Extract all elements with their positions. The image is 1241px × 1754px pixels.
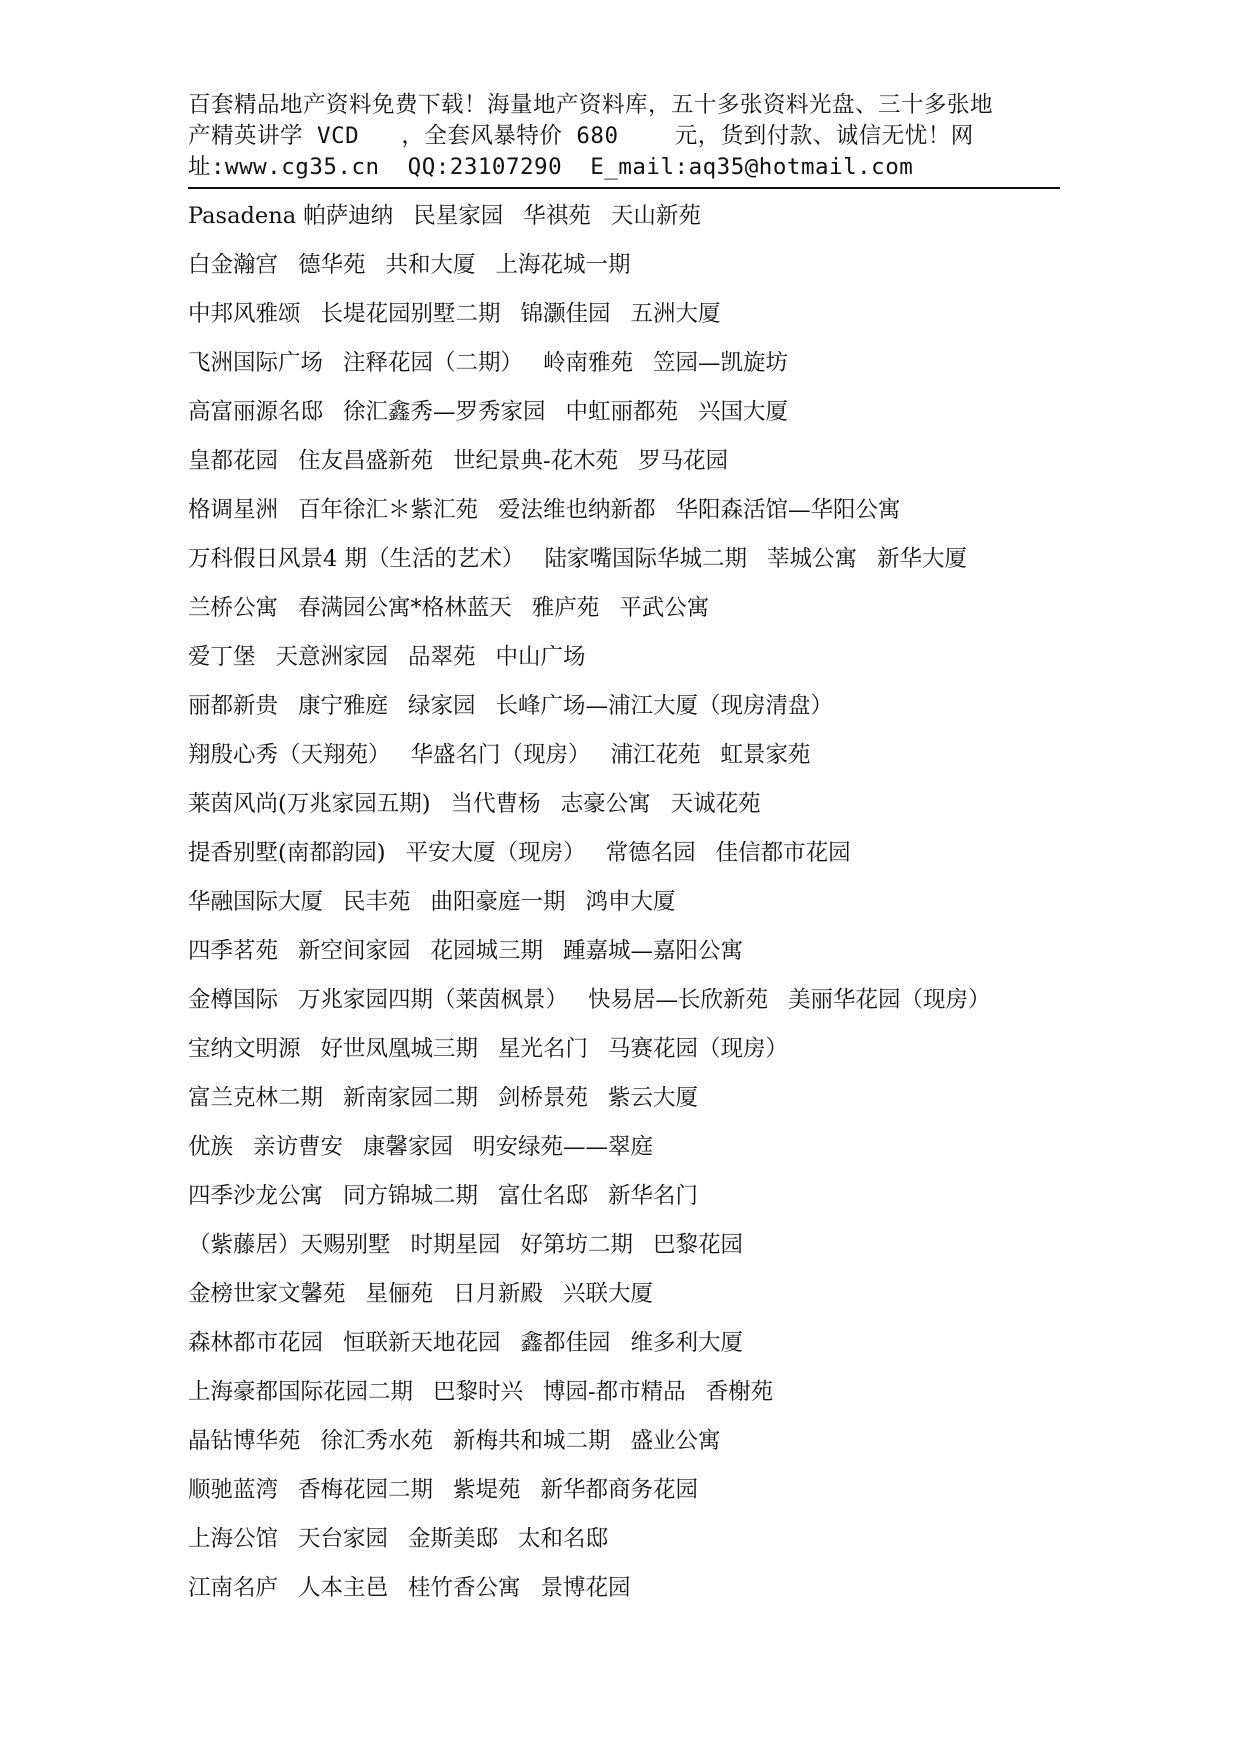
list-item: 盛业公寓 bbox=[630, 1428, 721, 1454]
list-row bbox=[188, 1568, 1188, 1617]
list-item: 美丽华花园（现房） bbox=[788, 987, 991, 1013]
list-item: 岭南雅苑 bbox=[543, 350, 634, 376]
list-item: 金樽国际 bbox=[188, 987, 279, 1013]
list-item: 天诚花苑 bbox=[670, 791, 761, 817]
list-item: 中虹丽都苑 bbox=[565, 399, 679, 425]
list-item: 巴黎花园 bbox=[653, 1232, 744, 1258]
list-item: 富兰克林二期 bbox=[188, 1085, 324, 1111]
list-item: 注释花园（二期） bbox=[343, 350, 524, 376]
list-item: 锦灏佳园 bbox=[520, 301, 611, 327]
property-list bbox=[188, 196, 1188, 1617]
list-item: 恒联新天地花园 bbox=[343, 1330, 501, 1356]
list-item: 花园城三期 bbox=[430, 938, 544, 964]
list-item: 徐汇秀水苑 bbox=[320, 1428, 434, 1454]
list-item: 当代曹杨 bbox=[450, 791, 541, 817]
list-item: 莱茵风尚(万兆家园五期) bbox=[188, 791, 431, 817]
list-item: 虹景家苑 bbox=[720, 742, 811, 768]
list-row bbox=[188, 637, 1188, 686]
list-item: 平武公寓 bbox=[619, 595, 710, 621]
list-row bbox=[188, 294, 1188, 343]
list-item: Pasadena 帕萨迪纳 bbox=[188, 203, 394, 229]
list-item: 优族 bbox=[188, 1134, 234, 1160]
list-item: 亲访曹安 bbox=[253, 1134, 344, 1160]
list-item: 新华都商务花园 bbox=[540, 1477, 699, 1503]
list-item: 顺驰蓝湾 bbox=[188, 1477, 279, 1503]
list-item: 康宁雅庭 bbox=[298, 693, 389, 719]
list-item: 华融国际大厦 bbox=[188, 889, 324, 915]
list-row bbox=[188, 1127, 1188, 1176]
list-item: 住友昌盛新苑 bbox=[298, 448, 434, 474]
list-item: 鸿申大厦 bbox=[585, 889, 676, 915]
list-item: 兰桥公寓 bbox=[188, 595, 279, 621]
list-item: 中邦风雅颂 bbox=[188, 301, 301, 327]
list-row bbox=[188, 1323, 1188, 1372]
list-row bbox=[188, 1470, 1188, 1519]
list-item: 好世凤凰城三期 bbox=[320, 1036, 479, 1062]
list-item: 明安绿苑——翠庭 bbox=[473, 1134, 654, 1160]
list-item: 翔殷心秀（天翔苑） bbox=[188, 742, 391, 768]
list-item: 富仕名邸 bbox=[498, 1183, 589, 1209]
list-item: 志豪公寓 bbox=[560, 791, 651, 817]
header-line: 产精英讲学 VCD ，全套风暴特价 680 元，货到付款、诚信无忧！网 bbox=[188, 123, 974, 149]
list-item: 好第坊二期 bbox=[520, 1232, 634, 1258]
list-row bbox=[188, 1225, 1188, 1274]
list-row bbox=[188, 1176, 1188, 1225]
list-item: 康馨家园 bbox=[363, 1134, 454, 1160]
list-item: 江南名庐 bbox=[188, 1575, 279, 1601]
list-item: 上海公馆 bbox=[188, 1526, 279, 1552]
list-item: 罗马花园 bbox=[638, 448, 729, 474]
list-item: 新空间家园 bbox=[298, 938, 411, 964]
list-item: 陆家嘴国际华城二期 bbox=[544, 546, 747, 572]
list-item: 剑桥景苑 bbox=[498, 1085, 589, 1111]
list-item: 佳信都市花园 bbox=[715, 840, 851, 866]
list-item: 森林都市花园 bbox=[188, 1330, 324, 1356]
header-line: 址:www.cg35.cn QQ:23107290 E_mail:aq35@hotmail.com bbox=[188, 154, 914, 180]
list-item: 品翠苑 bbox=[408, 644, 476, 670]
list-row bbox=[188, 882, 1188, 931]
list-item: 长堤花园别墅二期 bbox=[320, 301, 501, 327]
list-item: 兴国大厦 bbox=[698, 399, 789, 425]
list-item: 太和名邸 bbox=[518, 1526, 609, 1552]
list-item: 新南家园二期 bbox=[343, 1085, 479, 1111]
list-item: 民星家园 bbox=[413, 203, 504, 229]
list-item: 五洲大厦 bbox=[630, 301, 721, 327]
list-item: 世纪景典-花木苑 bbox=[453, 448, 619, 474]
list-item: 新梅共和城二期 bbox=[453, 1428, 611, 1454]
page-header bbox=[188, 90, 1060, 183]
list-row bbox=[188, 343, 1188, 392]
header-divider bbox=[188, 187, 1060, 189]
list-item: （紫藤居）天赐别墅 bbox=[188, 1232, 391, 1258]
list-item: 华阳森活馆—华阳公寓 bbox=[675, 497, 901, 523]
list-row bbox=[188, 1372, 1188, 1421]
list-row bbox=[188, 441, 1188, 490]
list-item: 四季茗苑 bbox=[188, 938, 279, 964]
list-item: 高富丽源名邸 bbox=[188, 399, 324, 425]
list-item: 博园-都市精品 bbox=[543, 1379, 686, 1405]
list-item: 长峰广场—浦江大厦（现房清盘） bbox=[495, 693, 834, 719]
list-item: 白金瀚宫 bbox=[188, 252, 279, 278]
list-row bbox=[188, 980, 1188, 1029]
list-item: 浦江花苑 bbox=[610, 742, 701, 768]
list-item: 同方锦城二期 bbox=[343, 1183, 479, 1209]
list-item: 中山广场 bbox=[495, 644, 586, 670]
list-row bbox=[188, 588, 1188, 637]
list-item: 紫云大厦 bbox=[608, 1085, 699, 1111]
list-item: 金斯美邸 bbox=[408, 1526, 499, 1552]
list-item: 日月新殿 bbox=[453, 1281, 544, 1307]
list-item: 常德名园 bbox=[605, 840, 696, 866]
list-item: 踵嘉城—嘉阳公寓 bbox=[563, 938, 744, 964]
list-item: 星光名门 bbox=[498, 1036, 589, 1062]
list-row bbox=[188, 1029, 1188, 1078]
list-row bbox=[188, 1078, 1188, 1127]
list-item: 平安大厦（现房） bbox=[405, 840, 586, 866]
list-item: 景博花园 bbox=[540, 1575, 631, 1601]
list-item: 爱法维也纳新都 bbox=[498, 497, 656, 523]
list-item: 格调星洲 bbox=[188, 497, 279, 523]
list-row bbox=[188, 392, 1188, 441]
list-row bbox=[188, 686, 1188, 735]
list-row bbox=[188, 784, 1188, 833]
list-item: 天台家园 bbox=[298, 1526, 389, 1552]
list-row bbox=[188, 1274, 1188, 1323]
list-item: 华祺苑 bbox=[523, 203, 591, 229]
list-row bbox=[188, 196, 1188, 245]
list-item: 马赛花园（现房） bbox=[608, 1036, 789, 1062]
header-line: 百套精品地产资料免费下载！海量地产资料库，五十多张资料光盘、三十多张地 bbox=[188, 92, 994, 118]
list-item: 宝纳文明源 bbox=[188, 1036, 301, 1062]
list-item: 维多利大厦 bbox=[630, 1330, 744, 1356]
list-item: 春满园公寓*格林蓝天 bbox=[298, 595, 512, 621]
list-item: 香梅花园二期 bbox=[298, 1477, 434, 1503]
list-row bbox=[188, 245, 1188, 294]
list-item: 曲阳豪庭一期 bbox=[430, 889, 566, 915]
list-item: 莘城公寓 bbox=[766, 546, 857, 572]
list-item: 金榜世家文馨苑 bbox=[188, 1281, 346, 1307]
list-item: 星俪苑 bbox=[365, 1281, 434, 1307]
list-item: 紫堤苑 bbox=[453, 1477, 521, 1503]
list-item: 丽都新贵 bbox=[188, 693, 279, 719]
list-item: 雅庐苑 bbox=[531, 595, 600, 621]
list-row bbox=[188, 539, 1188, 588]
list-row bbox=[188, 1519, 1188, 1568]
list-row bbox=[188, 931, 1188, 980]
list-item: 兴联大厦 bbox=[563, 1281, 654, 1307]
list-item: 香榭苑 bbox=[705, 1379, 774, 1405]
list-row bbox=[188, 490, 1188, 539]
list-row bbox=[188, 833, 1188, 882]
list-item: 快易居—长欣新苑 bbox=[588, 987, 769, 1013]
list-item: 皇都花园 bbox=[188, 448, 279, 474]
list-item: 人本主邑 bbox=[298, 1575, 389, 1601]
list-item: 徐汇鑫秀—罗秀家园 bbox=[343, 399, 546, 425]
list-item: 华盛名门（现房） bbox=[410, 742, 591, 768]
list-item: 民丰苑 bbox=[343, 889, 411, 915]
list-item: 上海豪都国际花园二期 bbox=[188, 1379, 414, 1405]
list-item: 时期星园 bbox=[410, 1232, 501, 1258]
list-item: 天山新苑 bbox=[610, 203, 701, 229]
list-item: 巴黎时兴 bbox=[433, 1379, 524, 1405]
list-item: 万兆家园四期（莱茵枫景） bbox=[298, 987, 569, 1013]
list-item: 德华苑 bbox=[298, 252, 366, 278]
list-item: 飞洲国际广场 bbox=[188, 350, 324, 376]
list-row bbox=[188, 735, 1188, 784]
list-item: 鑫都佳园 bbox=[520, 1330, 611, 1356]
list-item: 新华名门 bbox=[608, 1183, 699, 1209]
list-item: 天意洲家园 bbox=[275, 644, 389, 670]
list-item: 万科假日风景4 期（生活的艺术） bbox=[188, 546, 525, 572]
list-row bbox=[188, 1421, 1188, 1470]
list-item: 晶钻博华苑 bbox=[188, 1428, 301, 1454]
list-item: 四季沙龙公寓 bbox=[188, 1183, 324, 1209]
list-item: 共和大厦 bbox=[385, 252, 476, 278]
list-item: 百年徐汇＊紫汇苑 bbox=[298, 497, 479, 523]
list-item: 爱丁堡 bbox=[188, 644, 256, 670]
list-item: 提香别墅(南都韵园) bbox=[188, 840, 386, 866]
list-item: 上海花城一期 bbox=[495, 252, 631, 278]
list-item: 绿家园 bbox=[408, 693, 476, 719]
list-item: 新华大厦 bbox=[877, 546, 968, 572]
list-item: 笠园—凯旋坊 bbox=[653, 350, 789, 376]
list-item: 桂竹香公寓 bbox=[408, 1575, 521, 1601]
